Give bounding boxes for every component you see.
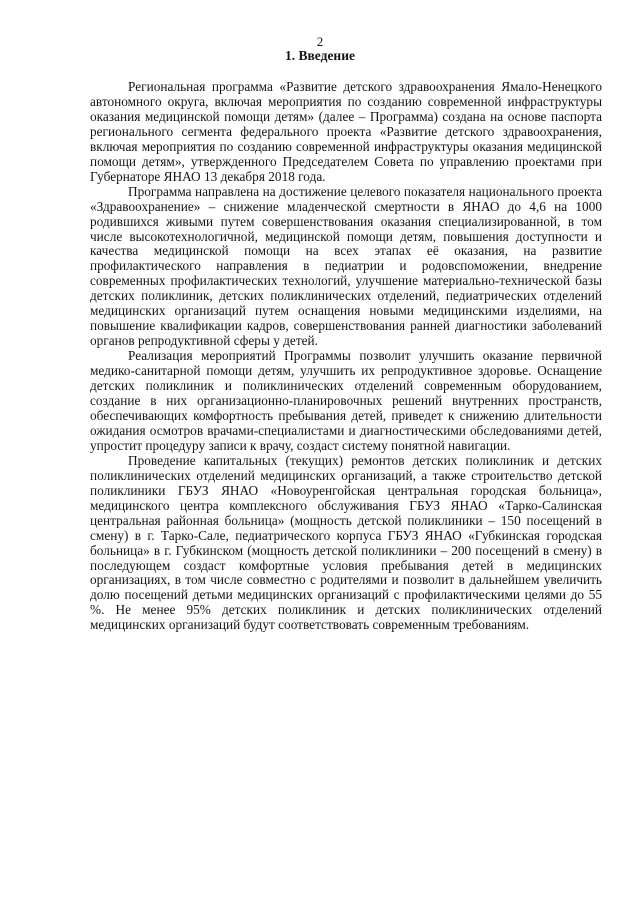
paragraph-repairs-construction: Проведение капитальных (текущих) ремонтов детских поликлиник и детских поликлинических отделений медицинских организаций, а также строительство детской поликлиники ГБУЗ ЯНАО «Новоуренгойская центральная городская больница», медицинского центра комплексного обслуживания ГБУЗ ЯНАО «Тарко-Салинская центральная районная больница» (мощность детской поликлиники – 150 посещений в смену) в г. Тарко-Сале, педиатрического корпуса ГБУЗ ЯНАО «Губкинская городская больница» в г. Губкинском (мощность детской поликлиники – 200 посещений в смену) в последующем создаст комфортные условия пребывания детей в медицинских организациях, в том числе совместно с родителями и позволит в дальнейшем увеличить долю посещений детьми медицинских организаций с профилактическими целями до 55 %. Не менее 95% детских поликлиник и детских поликлинических отделений медицинских организаций будут соответствовать современным требованиям. <box>90 452 602 633</box>
body-text <box>90 80 602 633</box>
paragraph-program-basis: Региональная программа «Развитие детского здравоохранения Ямало-Ненецкого автономного округа, включая мероприятия по созданию современной инфраструктуры оказания медицинской помощи детям» (далее – Программа) создана на основе паспорта регионального сегмента федерального проекта «Развитие детского здравоохранения, включая мероприятия по созданию современной инфраструктуры оказания медицинской помощи детям», утвержденного Председателем Совета по управлению проектами при Губернаторе ЯНАО 13 декабря 2018 года. <box>90 79 602 184</box>
paragraph-program-effects: Реализация мероприятий Программы позволит улучшить оказание первичной медико-санитарной помощи детям, улучшить их репродуктивное здоровье. Оснащение детских поликлиник и поликлинических отделений современным оборудованием, создание в них организационно-планировочных решений внутренних пространств, обеспечивающих комфортность пребывания детей, приведет к снижению длительности ожидания осмотров врачами-специалистами и диагностическими обследованиями детей, упростит процедуру записи к врачу, создаст систему понятной навигации. <box>90 348 602 453</box>
section-heading: 1. Введение <box>285 48 355 63</box>
page-number: 2 <box>316 34 324 49</box>
paragraph-program-goals: Программа направлена на достижение целевого показателя национального проекта «Здравоохранение» – снижение младенческой смертности в ЯНАО до 4,6 на 1000 родившихся живыми путем совершенствования оказания специализированной, в том числе высокотехнологичной, медицинской помощи детям, повышения доступности и качества медицинской помощи на всех этапах её оказания, на развитие профилактического направления в педиатрии и родовспоможении, внедрение современных профилактических технологий, улучшение материально-технической базы детских поликлиник, детских поликлинических отделений, педиатрических отделений медицинских организаций путем оснащения новыми медицинскими изделиями, на повышение квалификации кадров, совершенствования ранней диагностики заболеваний органов репродуктивной сферы у детей. <box>90 183 602 349</box>
